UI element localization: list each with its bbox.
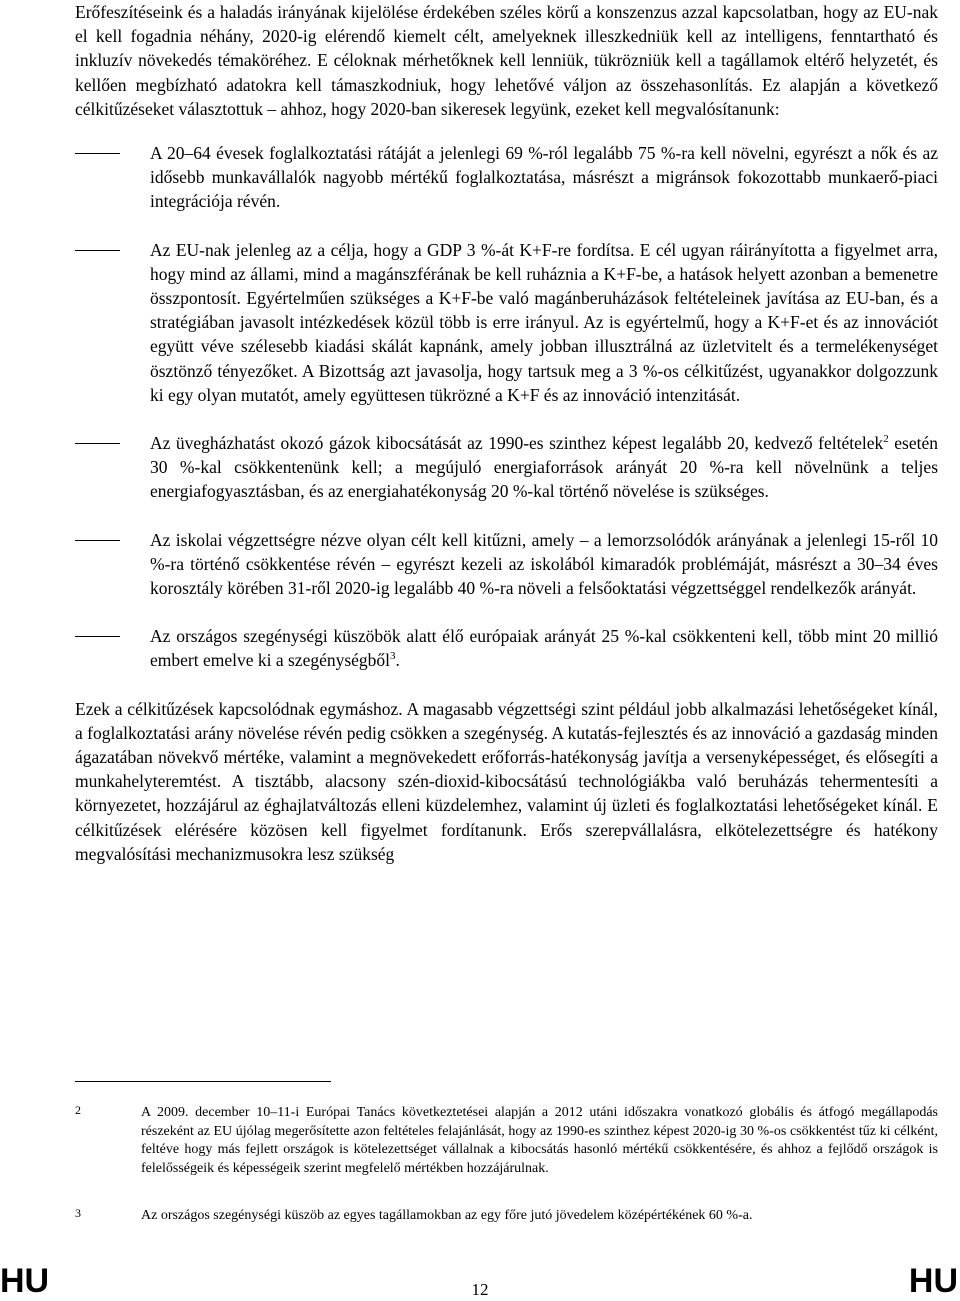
list-item-education (75, 528, 938, 601)
footnote-ref-3[interactable]: 3 (390, 650, 396, 663)
main-text (75, 0, 938, 866)
list-item-climate (75, 431, 938, 504)
poverty-target-text (150, 624, 938, 672)
footnote-2-number: 2 (75, 1103, 81, 1117)
climate-text-part1: Az üvegházhatást okozó gázok kibocsátását az 1990-es szinthez képest legalább 20, kedvező feltételek (150, 433, 884, 454)
footnote-divider (75, 1081, 331, 1082)
list-item-poverty (75, 624, 938, 672)
footer-language-right: HU (908, 1262, 958, 1300)
page-number: 12 (471, 1280, 489, 1299)
climate-target-text (150, 431, 938, 504)
research-target-text: Az EU-nak jelenleg az a célja, hogy a GDP 3 %-át K+F-re fordítsa. E cél ugyan ráirányította a figyelmet arra, hogy mind az állami, mind a magánszférának be kell ruháznia a K+F-be, a hatások helyett azonban a bemenetre összpontosít. Egyértelműen szükséges a K+F-be való magánberuházások feltételeinek javítása az EU-ban, és a stratégiában javasolt intézkedések közül több is erre irányul. Az is egyértelmű, hogy a K+F-et és az innovációt együtt véve szélesebb kiadási skálát kapnánk, amely jobban illusztrálná az üzletvitelt és a termelékenységet ösztönző tényezőket. A Bizottság azt javasolja, hogy tartsuk meg a 3 %-os célkitűzést, ugyanakkor dolgozzunk ki egy olyan mutatót, amely együttesen tükrözné a K+F és az innováció intenzitását. (150, 239, 938, 405)
climate-text-part2: esetén 30 %-kal csökkentenünk kell; a megújuló energiaforrások arányát 20 %-ra kell növelnünk a teljes energiafogyasztásban, és az energiahatékonyság 20 %-kal történő növelése is szükséges. (150, 433, 938, 502)
dash-bullet-icon (75, 153, 120, 154)
poverty-text-part1: Az országos szegénységi küszöbök alatt élő európaiak arányát 25 %-kal csökkenteni kell, több mint 20 millió embert emelve ki a szegénységből (150, 626, 938, 671)
poverty-text-part2: . (395, 650, 400, 671)
closing-paragraph: Ezek a célkitűzések kapcsolódnak egymáshoz. A magasabb végzettségi szint például jobb alkalmazási lehetőségeket kínál, a foglalkoztatási arány növelése révén pedig csökken a szegénység. A kutatás-fejlesztés és az innováció a gazdaság minden ágazatában növekvő mértéke, valamint a megnövekedett erőforrás-hatékonyság javítja a versenyképességet, és elősegíti a munkahelyteremtést. A tisztább, alacsony szén-dioxid-kibocsátású technológiákba való beruházás tehermentesíti a környezetet, hozzájárul az éghajlatváltozás elleni küzdelemhez, valamint új üzleti és foglalkoztatási lehetőségeket kínál. E célkitűzések elérésére közösen kell figyelmet fordítanunk. Erős szerepvállalásra, elkötelezettségre és hatékony megvalósítási mechanizmusokra lesz szükség (75, 698, 938, 864)
intro-paragraph: Erőfeszítéseink és a haladás irányának kijelölése érdekében széles körű a konszenzus azzal kapcsolatban, hogy az EU-nak el kell fogadnia néhány, 2020-ig elérendő kiemelt célt, amelyeknek illeszkedniük kell az intelligens, fenntartható és inkluzív növekedés témaköréhez. E céloknak mérhetőknek kell lenniük, tükrözniük kell a tagállamok eltérő helyzetét, és kellően megbízható adatokra kell támaszkodniuk, hogy lehetővé váljon az összehasonlítás. Ez alapján a következő célkitűzéseket választottuk – ahhoz, hogy 2020-ban sikeresek legyünk, ezeket kell megvalósítanunk: (75, 2, 938, 119)
footnote-3 (75, 1207, 938, 1226)
education-target-text: Az iskolai végzettségre nézve olyan célt kell kitűzni, amely – a lemorzsolódók arányának a jelenlegi 15-ről 10 %-ra történő csökkentése révén – egyrészt kezeli az iskolából kimaradók problémáját, másrészt a 30–34 éves korosztály körében 31-ről 2020-ig legalább 40 %-ra növeli a felsőoktatási végzettséggel rendelkezők arányát. (150, 529, 938, 599)
list-item-employment (75, 141, 938, 214)
footnote-2 (75, 1104, 938, 1178)
dash-bullet-icon (75, 540, 120, 541)
targets-list (75, 141, 938, 673)
list-item-research (75, 238, 938, 407)
footnote-2-text: A 2009. december 10–11-i Európai Tanács következtetései alapján a 2012 utáni időszakra vonatkozó globális és átfogó megállapodás részeként az EU újólag megerősítette azon feltételes felajánlását, hogy az 1990-es szinthez képest 2020-ig 30 %-os csökkentést tűz ki célként, feltéve hogy más fejlett országok is kötelezettséget vállalnak a kibocsátás hasonló mértékű csökkentésére, és ahhoz a fejlődő országok is felelősségeik és képességeik szerint megfelelő mértékben hozzájárulnak. (141, 1105, 938, 1176)
employment-target-text: A 20–64 évesek foglalkoztatási rátáját a jelenlegi 69 %-ról legalább 75 %-ra kell növelni, egyrészt a nők és az idősebb munkavállalók nagyobb mértékű foglalkoztatása, másrészt a migránsok fokozottabb munkaerő-piaci integrációja révén. (150, 143, 938, 212)
dash-bullet-icon (75, 443, 120, 444)
footnote-ref-2[interactable]: 2 (883, 433, 889, 446)
footnote-3-text: Az országos szegénységi küszöb az egyes tagállamokban az egy főre jutó jövedelem középértékének 60 %-a. (141, 1208, 753, 1223)
dash-bullet-icon (75, 250, 120, 251)
dash-bullet-icon (75, 636, 120, 637)
footnote-3-number: 3 (75, 1206, 81, 1220)
footer-language-left: HU (0, 1262, 50, 1300)
